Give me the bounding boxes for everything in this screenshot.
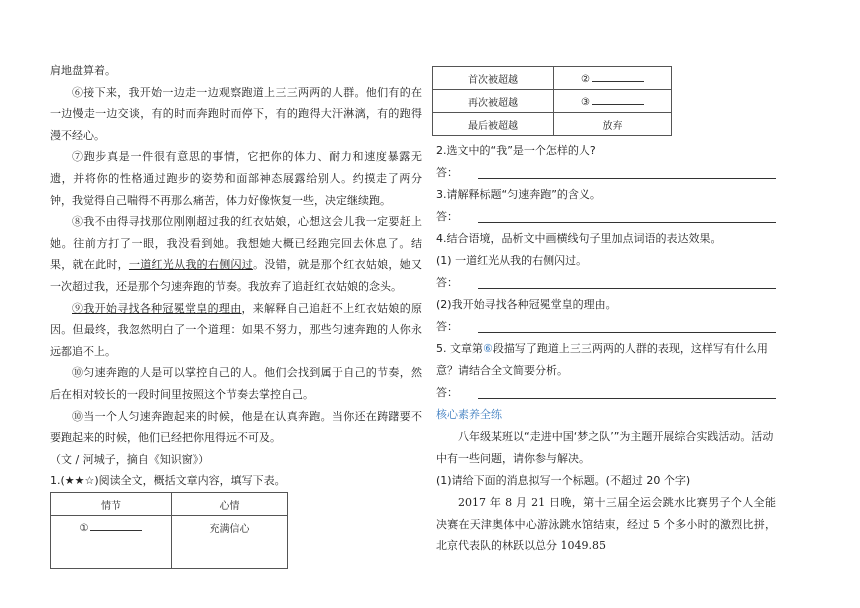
circled-6: ⑥ bbox=[483, 342, 493, 355]
table-cell-mood: 放弃 bbox=[554, 113, 672, 136]
news-paragraph: 2017 年 8 月 21 日晚，第十三届全运会跳水比赛男子个人全能决赛在天津奥体中心游泳跳水馆结束，经过 5 个多小时的激烈比拼，北京代表队的林跃以总分 1049.85 bbox=[436, 496, 776, 553]
table-row bbox=[433, 113, 672, 136]
summary-table-continued bbox=[432, 66, 672, 136]
blank-2-number: ② bbox=[581, 74, 590, 85]
answer-line-q3[interactable] bbox=[436, 206, 776, 228]
table-cell-mood bbox=[554, 67, 672, 90]
blank-3-input[interactable] bbox=[592, 94, 644, 105]
underlined-sentence-reasons: ⑨我开始寻找各种冠冕堂皇的理由 bbox=[72, 301, 242, 315]
paragraph-9 bbox=[50, 298, 422, 363]
activity-intro: 八年级某班以“走进中国‘梦之队’”为主题开展综合实践活动。活动中有一些问题，请你参与解决。 bbox=[436, 430, 774, 465]
answer-blank[interactable] bbox=[478, 318, 776, 333]
answer-line-q5[interactable] bbox=[436, 382, 776, 404]
paragraph-7: ⑦跑步真是一件很有意思的事情，它把你的体力、耐力和速度暴露无遗，并将你的性格通过跑步的姿势和面部神态展露给别人。约摸走了两分钟，我觉得自己喘得不再那么痛苦，体力好像恢复一些，决定继续跑。 bbox=[50, 150, 422, 207]
table-header-mood: 心情 bbox=[172, 493, 288, 516]
answer-line-q4-1[interactable] bbox=[436, 272, 776, 294]
table-cell-plot: 最后被超越 bbox=[433, 113, 554, 136]
paragraph-6: ⑥接下来，我开始一边走一边观察跑道上三三两两的人群。他们有的在一边慢走一边交谈，有的时而奔跑时而停下，有的跑得大汗淋漓，有的跑得漫不经心。 bbox=[50, 85, 422, 142]
paragraph-8 bbox=[50, 211, 422, 297]
table-row bbox=[433, 90, 672, 113]
answer-label: 答： bbox=[436, 320, 458, 333]
answer-blank[interactable] bbox=[478, 208, 776, 223]
question-4-2: (2)我开始寻找各种冠冕堂皇的理由。 bbox=[436, 298, 617, 311]
left-column bbox=[50, 0, 422, 569]
answer-line-q4-2[interactable] bbox=[436, 316, 776, 338]
table-cell-plot: 再次被超越 bbox=[433, 90, 554, 113]
table-cell-mood bbox=[554, 90, 672, 113]
question-5-text: 段描写了跑道上三三两两的人群的表现，这样写有什么用意？请结合全文简要分析。 bbox=[436, 342, 768, 377]
paragraph-8-text-b: 。没错，就是那个红衣姑娘，她又一次超过我，还是那个匀速奔跑的节奏。我放弃了追赶红衣姑娘的念头。 bbox=[50, 258, 422, 293]
paragraph-8-text-a: ⑧我不由得寻找那位刚刚超过我的红衣姑娘，心想这会儿我一定要赶上她。往前方打了一眼，我没看到她。我想她大概已经跑完回去休息了。结果，就在此时， bbox=[50, 215, 422, 272]
question-1: 1.(★★☆)阅读全文，概括文章内容，填写下表。 bbox=[50, 474, 286, 488]
section-title: 核心素养全练 bbox=[436, 408, 502, 421]
question-4: 4.结合语境，品析文中画横线句子里加点词语的表达效果。 bbox=[436, 232, 722, 245]
summary-table-top bbox=[50, 492, 288, 569]
sub-question-1: (1)请给下面的消息拟写一个标题。(不超过 20 个字) bbox=[436, 474, 691, 487]
answer-label: 答： bbox=[436, 210, 458, 223]
source-citation: （文 / 河城子，摘自《知识窗》） bbox=[50, 452, 210, 466]
table-cell-mood: 充满信心 bbox=[172, 516, 288, 569]
blank-1-number: ① bbox=[79, 523, 89, 535]
table-header-plot: 情节 bbox=[51, 493, 172, 516]
answer-line-q2[interactable] bbox=[436, 162, 776, 184]
blank-3-number: ③ bbox=[581, 97, 590, 108]
blank-1-input[interactable] bbox=[90, 520, 142, 531]
question-3: 3.请解释标题“匀速奔跑”的含义。 bbox=[436, 188, 601, 201]
paragraph-5-end: 肩地盘算着。 bbox=[50, 64, 116, 77]
answer-blank[interactable] bbox=[478, 274, 776, 289]
answer-label: 答： bbox=[436, 386, 458, 399]
answer-label: 答： bbox=[436, 276, 458, 289]
question-5 bbox=[436, 338, 776, 382]
paragraph-9-text: ，来解释自己追赶不上红衣姑娘的原因。但最终，我忽然明白了一个道理：如果不努力，那些匀速奔跑的人你永远都追不上。 bbox=[50, 301, 422, 358]
underlined-sentence-red-light: 一道红光从我的右侧闪过 bbox=[128, 258, 254, 272]
table-row bbox=[433, 67, 672, 90]
answer-blank[interactable] bbox=[478, 384, 776, 399]
table-cell-plot: 首次被超越 bbox=[433, 67, 554, 90]
paragraph-10: ⑩匀速奔跑的人是可以掌控自己的人。他们会找到属于自己的节奏，然后在相对较长的一段时间里按照这个节奏去掌控自己。 bbox=[50, 366, 422, 401]
blank-2-input[interactable] bbox=[592, 71, 644, 82]
question-5-prefix: 5. 文章第 bbox=[436, 342, 483, 355]
answer-label: 答： bbox=[436, 166, 458, 179]
table-cell-plot bbox=[51, 516, 172, 569]
question-2: 2.选文中的“我”是一个怎样的人? bbox=[436, 144, 596, 157]
question-4-1: (1) 一道红光从我的右侧闪过。 bbox=[436, 254, 588, 267]
answer-blank[interactable] bbox=[478, 164, 776, 179]
paragraph-11: ⑩当一个人匀速奔跑起来的时候，他是在认真奔跑。当你还在踌躇要不要跑起来的时候，他们已经把你甩得远不可及。 bbox=[50, 409, 422, 445]
right-column bbox=[436, 0, 776, 557]
